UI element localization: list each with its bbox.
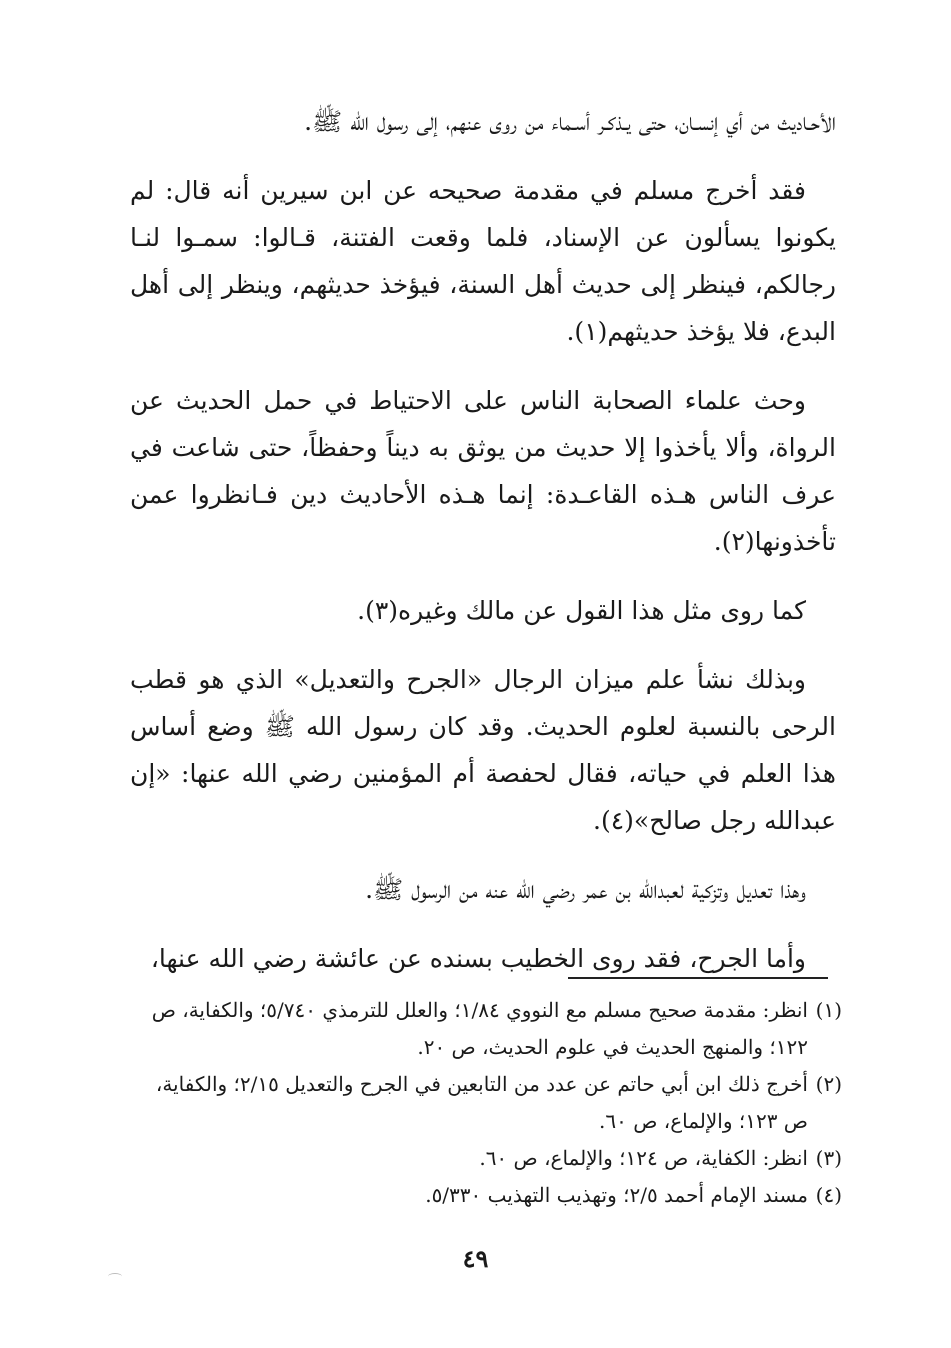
main-text bbox=[130, 98, 836, 1004]
paragraph: وبذلك نشأ علم ميزان الرجال «الجرح والتعديل» الذي هو قطب الرحى بالنسبة لعلوم الحديث. وقد كان رسول الله ﷺ وضع أساس هذا العلم في حياته، فقال لحفصة أم المؤمنين رضي الله عنها: «إن عبدالله رجل صالح»(٤). bbox=[130, 665, 836, 835]
footnote-divider bbox=[568, 977, 828, 979]
paragraph: فقد أخرج مسلم في مقدمة صحيحه عن ابن سيرين أنه قال: لم يكونوا يسألون عن الإسناد، فلما وقعت الفتنة، قـالوا: سمـوا لنـا رجالكم، فينظر إلى حديث أهل السنة، فيؤخذ حديثهم، وينظر إلى أهل البدع، فلا يؤخذ حديثهم(١). bbox=[130, 176, 836, 346]
footnote-text: انظر: مقدمة صحيح مسلم مع النووي ١/٨٤؛ والعلل للترمذي ٥/٧٤٠؛ والكفاية، ص ١٢٢؛ والمنهج الحديث في علوم الحديث، ص ٢٠. bbox=[151, 998, 808, 1059]
footnote-number: (٤) bbox=[815, 1183, 842, 1207]
footnote-text: انظر: الكفاية، ص ١٢٤؛ والإلماع، ص ٦٠. bbox=[479, 1146, 808, 1170]
page-number: ٤٩ bbox=[462, 1244, 489, 1273]
paragraph: كما روى مثل هذا القول عن مالك وغيره(٣). bbox=[357, 596, 806, 625]
scan-mark bbox=[108, 1273, 122, 1280]
paragraph: وهذا تعديل وتزكية لعبدالله بن عمر رضي الله عنه من الرسول ﷺ. bbox=[365, 875, 806, 904]
footnote-number: (٢) bbox=[815, 1072, 842, 1096]
paragraph: الأحـاديث من أي إنسـان، حتى يـذكـر أسـماء من روى عنهم، إلى رسول الله ﷺ. bbox=[304, 107, 836, 136]
paragraph: وحث علماء الصحابة الناس على الاحتياط في حمل الحديث عن الرواة، وألا يأخذوا إلا حديث من يوثق به ديناً وحفظاً، حتى شاعت في عرف الناس هـذه القاعـدة: إنما هـذه الأحاديث دين فـانظروا عمن تأخذونها(٢). bbox=[130, 386, 836, 556]
footnote-text: أخرج ذلك ابن أبي حاتم عن عدد من التابعين في الجرح والتعديل ٢/١٥؛ والكفاية، ص ١٢٣؛ والإلماع، ص ٦٠. bbox=[155, 1072, 808, 1133]
footnote bbox=[130, 992, 842, 1066]
footnotes bbox=[130, 992, 842, 1214]
footnote bbox=[130, 1177, 842, 1214]
footnote bbox=[130, 1066, 842, 1140]
footnote-number: (٣) bbox=[815, 1146, 842, 1170]
footnote bbox=[130, 1140, 842, 1177]
footnote-text: مسند الإمام أحمد ٢/٥؛ وتهذيب التهذيب ٥/٣٣٠. bbox=[425, 1183, 808, 1207]
footnote-number: (١) bbox=[815, 998, 842, 1022]
paragraph: وأما الجرح، فقد روى الخطيب بسنده عن عائشة رضي الله عنها، bbox=[150, 944, 806, 973]
